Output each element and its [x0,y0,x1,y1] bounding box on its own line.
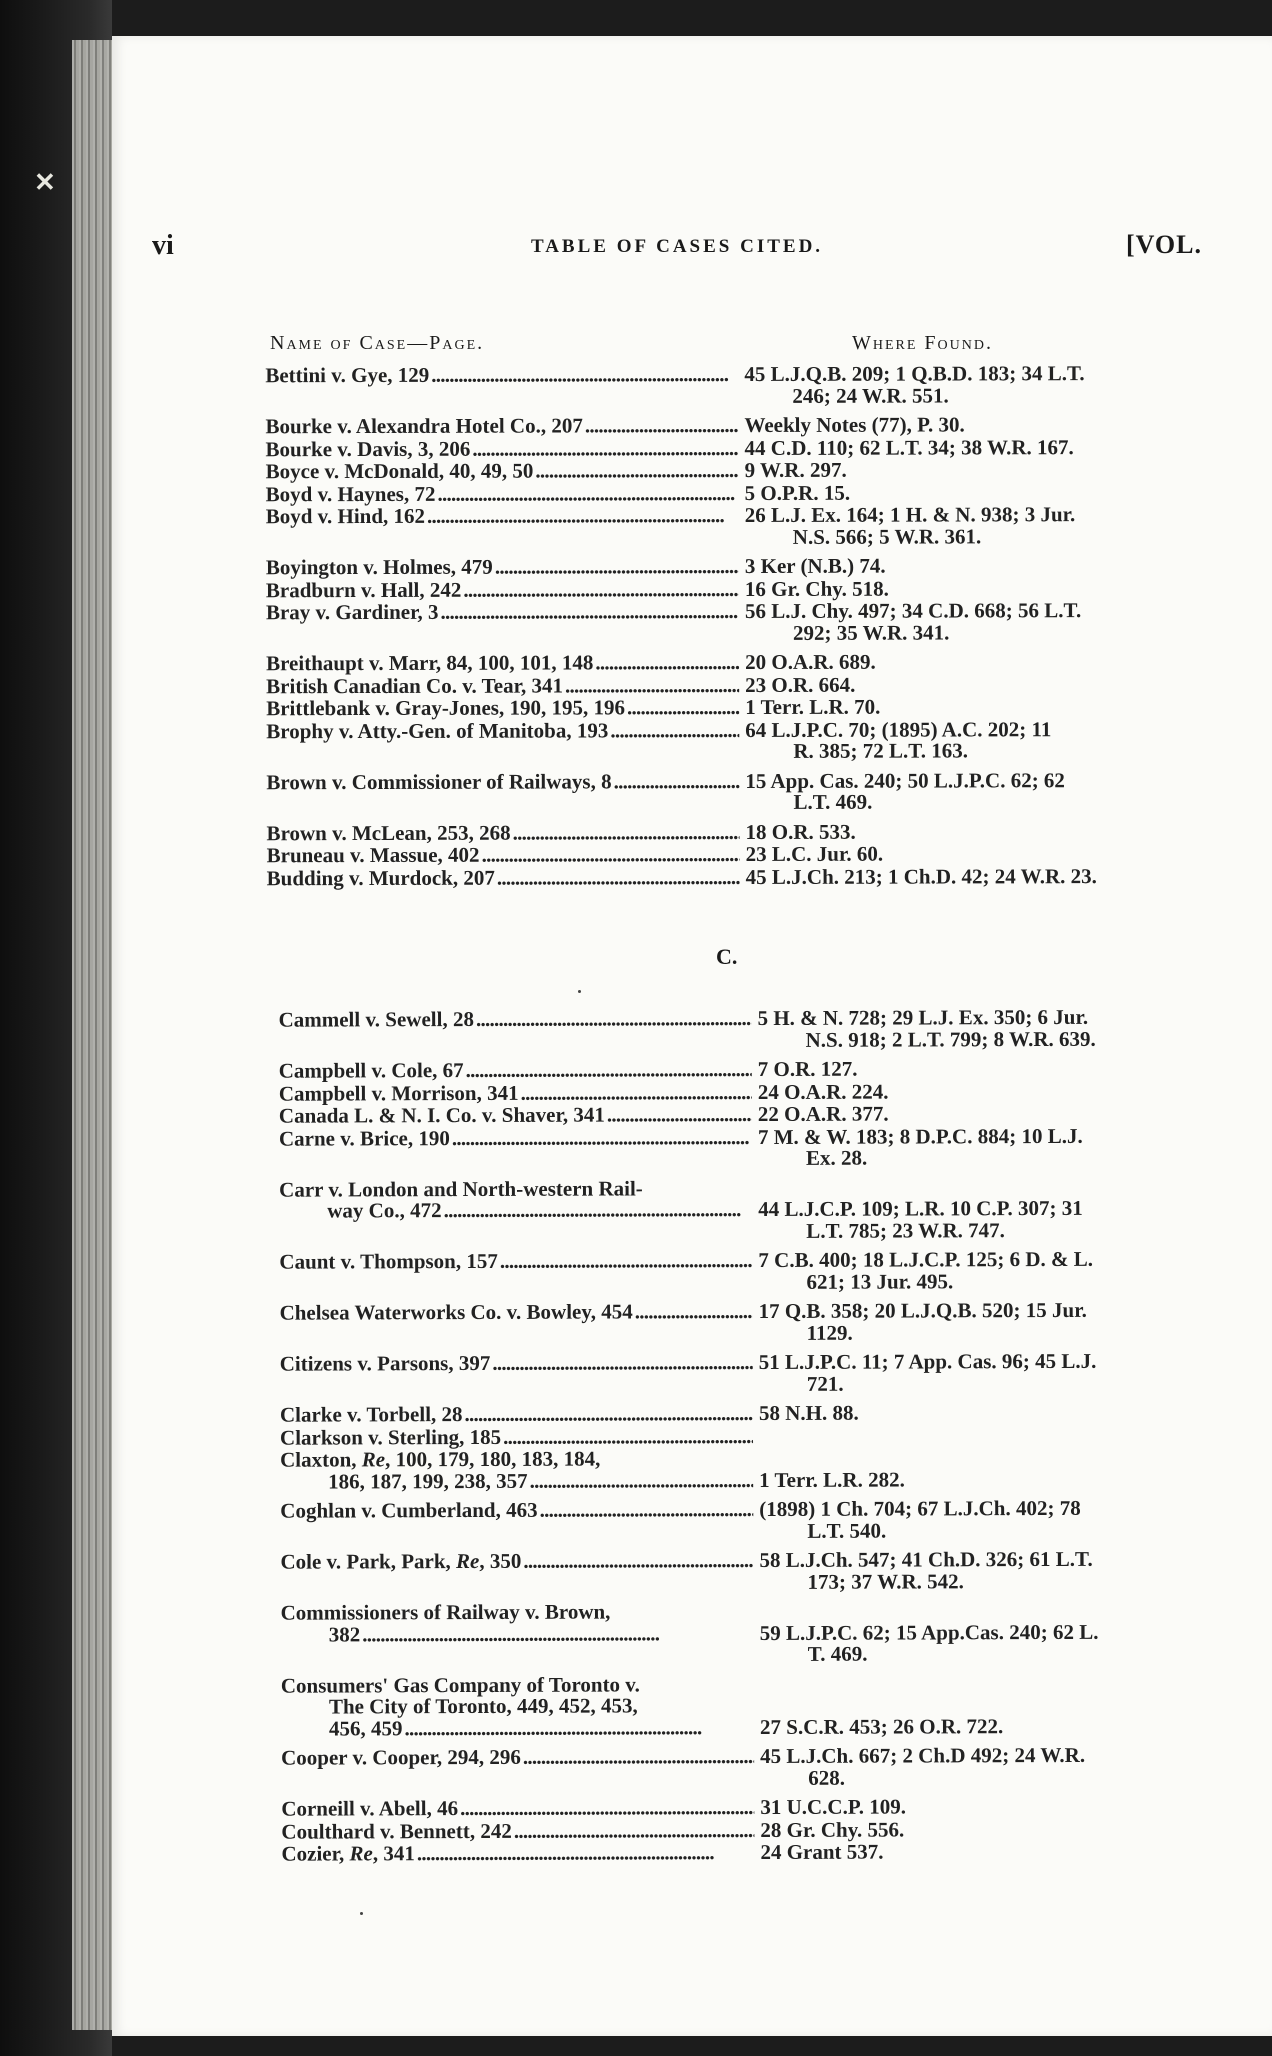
case-entry [266,769,1226,815]
case-entry [280,1424,1240,1449]
case-citation [754,1248,1239,1293]
citation-line: 24 O.A.R. 224. [757,1079,889,1104]
citation-line: 58 L.J.Ch. 547; 41 Ch.D. 326; 61 L.T. [759,1546,1093,1573]
section-letter: C. [716,944,738,969]
case-name: Boyd v. Haynes, 72 [265,481,436,506]
dot-leader [444,1199,753,1222]
citation-line: L.T. 540. [807,1518,887,1543]
case-name: Chelsea Waterworks Co. v. Bowley, 454 [279,1299,633,1325]
case-name: Brophy v. Atty.-Gen. of Manitoba, 193 [266,717,609,743]
dot-leader [440,601,739,623]
case-citation [741,718,1226,762]
citation-line: 628. [808,1765,845,1790]
case-name: Coghlan v. Cumberland, 463 [280,1497,538,1523]
citation-line: 31 U.C.C.P. 109. [760,1794,906,1820]
case-name: Carr v. London and North-western Rail- [279,1175,643,1202]
citation-line: 7 M. & W. 183; 8 D.P.C. 884; 10 L.J. [757,1123,1083,1149]
dot-leader [452,1127,752,1150]
dot-leader [585,415,739,437]
case-entry [281,1744,1241,1790]
dot-leader [472,438,738,460]
citation-line: 23 L.C. Jur. 60. [745,841,884,867]
citation-line: 9 W.R. 297. [744,457,847,483]
dot-leader [482,844,740,866]
case-entry [267,865,1227,889]
case-entry [267,820,1227,844]
column-headings [152,332,1212,362]
case-citation [756,1795,1241,1818]
cases-list-b [265,363,1226,891]
citation-line: 58 N.H. 88. [758,1400,859,1426]
case-entry [279,1102,1239,1127]
case-citation [756,1621,1241,1666]
case-name: British Canadian Co. v. Tear, 341 [266,672,563,698]
column-heading-where: Where Found. [852,332,993,354]
column-heading-name: Name of Case—Page. [270,332,485,354]
case-entry [266,696,1226,720]
case-name: Campbell v. Morrison, 341 [278,1080,519,1106]
dot-leader [427,505,739,527]
case-citation [741,673,1226,696]
dot-leader [404,1717,754,1740]
citation-line: 56 L.J. Chy. 497; 34 C.D. 668; 56 L.T. [744,598,1082,624]
citation-line: 246; 24 W.R. 551. [792,382,949,408]
case-name: Claxton, Re, 100, 179, 180, 183, 184, [280,1446,601,1472]
case-entry [266,504,1226,550]
case-citation [755,1548,1240,1593]
dot-leader [492,1352,752,1374]
citation-line: 173; 37 W.R. 542. [807,1568,964,1594]
case-entry [281,1840,1241,1865]
dot-leader [607,1104,752,1126]
citation-line: 51 L.J.P.C. 11; 7 App. Cas. 96; 45 L.J. [758,1348,1097,1375]
case-name: Breithaupt v. Marr, 84, 100, 101, 148 [266,650,594,676]
case-citation [741,555,1226,578]
case-entry [281,1818,1241,1843]
cases-list-c [279,1006,1242,1866]
case-name: Budding v. Murdock, 207 [266,865,495,890]
case-name: Coulthard v. Bennett, 242 [281,1818,512,1844]
citation-line: 18 O.R. 533. [745,819,856,844]
citation-line: 5 H. & N. 728; 29 L.J. Ex. 350; 6 Jur. [757,1004,1089,1031]
citation-line: 1 Terr. L.R. 282. [759,1466,905,1492]
case-entry [265,363,1225,409]
case-name: Boyd v. Hind, 162 [265,503,426,529]
case-name: 186, 187, 199, 238, 357 [328,1468,528,1494]
dot-leader [540,1499,754,1521]
case-citation [754,1102,1239,1125]
page-header [152,230,1202,270]
dot-leader [417,1842,755,1865]
case-name: Cooper v. Cooper, 294, 296 [281,1744,521,1770]
print-speck [578,990,581,993]
case-name: way Co., 472 [327,1198,442,1223]
case-name: Brittlebank v. Gray-Jones, 190, 195, 196 [266,695,626,721]
case-name: Corneill v. Abell, 46 [281,1796,459,1821]
citation-line: 16 Gr. Chy. 518. [744,576,889,601]
citation-line: 22 O.A.R. 377. [757,1101,889,1127]
case-entry [266,481,1226,505]
citation-line: 64 L.J.P.C. 70; (1895) A.C. 202; 11 [745,716,1052,742]
page-number: vi [152,230,174,261]
case-entry [281,1795,1241,1820]
case-citation [756,1744,1241,1789]
case-citation [755,1441,1240,1443]
citation-line: 27 S.C.R. 453; 26 O.R. 722. [759,1713,1004,1739]
case-entry [280,1350,1240,1396]
case-name: Boyce v. McDonald, 40, 49, 50 [265,458,534,484]
case-entry [280,1446,1240,1492]
citation-line: 721. [806,1371,844,1396]
dot-leader [495,556,739,578]
case-citation [741,577,1226,600]
dot-leader [523,1746,754,1768]
case-entry [279,1057,1239,1082]
dot-leader [521,1082,752,1104]
citation-line: N.S. 918; 2 L.T. 799; 8 W.R. 639. [805,1026,1096,1052]
citation-line: 7 C.B. 400; 18 L.J.C.P. 125; 6 D. & L. [758,1246,1094,1273]
dot-leader [431,364,738,386]
case-name: 382 [328,1621,361,1647]
citation-line: 292; 35 W.R. 341. [792,619,950,645]
case-citation [755,1350,1240,1395]
case-citation [755,1401,1240,1424]
case-entry [281,1599,1241,1667]
citation-line: 17 Q.B. 358; 20 L.J.Q.B. 520; 15 Jur. [758,1297,1087,1324]
case-citation [754,1057,1239,1080]
case-citation [755,1497,1240,1542]
citation-line: Ex. 28. [805,1145,868,1170]
case-citation [740,414,1225,437]
case-entry [266,600,1226,646]
citation-line: L.T. 469. [793,789,873,814]
citation-line: 44 C.D. 110; 62 L.T. 34; 38 W.R. 167. [744,434,1074,460]
case-entry [280,1299,1240,1345]
case-citation [756,1818,1241,1841]
citation-line: 5 O.P.R. 15. [744,480,851,505]
case-entry [281,1672,1241,1740]
case-citation [741,504,1226,548]
case-entry [266,673,1226,697]
dot-leader [595,652,739,674]
citation-line: (1898) 1 Ch. 704; 67 L.J.Ch. 402; 78 [759,1495,1081,1522]
case-citation [740,363,1225,407]
dot-leader [463,579,739,601]
case-entry [279,1176,1239,1244]
case-entry [266,459,1226,483]
case-name: Cozier, Re, 341 [281,1841,415,1866]
case-name: Clarke v. Torbell, 28 [279,1402,463,1427]
case-entry [280,1497,1240,1543]
case-name: Clarkson v. Sterling, 185 [279,1424,502,1450]
case-name: Bray v. Gardiner, 3 [265,599,439,625]
case-citation [754,1197,1239,1242]
citation-line: Weekly Notes (77), P. 30. [744,412,965,438]
citation-line: 1 Terr. L.R. 70. [745,694,881,720]
volume-mark: [VOL. [1126,230,1202,259]
case-name: Cammell v. Sewell, 28 [278,1006,474,1032]
case-entry [266,718,1226,764]
case-citation [741,600,1226,644]
case-name: Boyington v. Holmes, 479 [265,554,493,580]
dot-leader [513,822,740,844]
page-stack-edges [72,40,114,2030]
citation-line: 3 Ker (N.B.) 74. [744,553,886,579]
case-name: Canada L. & N. I. Co. v. Shaver, 341 [278,1102,605,1128]
dot-leader [635,1301,753,1323]
case-name: Carne v. Brice, 190 [278,1125,450,1151]
case-name: Brown v. Commissioner of Railways, 8 [266,768,612,794]
dot-leader [523,1550,753,1572]
citation-line: 45 L.J.Ch. 667; 2 Ch.D 492; 24 W.R. [760,1742,1086,1769]
citation-line: 59 L.J.P.C. 62; 15 App.Cas. 240; 62 L. [759,1619,1099,1645]
dot-leader [535,460,738,482]
case-citation [742,843,1227,866]
dot-leader [610,720,739,742]
citation-line: 28 Gr. Chy. 556. [760,1816,905,1842]
case-citation [741,436,1226,459]
citation-line: 24 Grant 537. [760,1839,884,1865]
case-entry [266,651,1226,675]
dot-leader [614,771,740,793]
print-speck [360,1912,363,1915]
citation-line: R. 385; 72 L.T. 163. [793,738,968,763]
case-citation [754,1006,1239,1051]
citation-line: 621; 13 Jur. 495. [806,1268,954,1294]
case-name: Bruneau v. Massue, 402 [266,842,480,868]
citation-line: 45 L.J.Ch. 213; 1 Ch.D. 42; 24 W.R. 23. [745,863,1097,889]
dot-leader [514,1820,755,1842]
case-citation [754,1080,1239,1103]
case-citation [742,820,1227,843]
dot-leader [362,1623,754,1646]
dot-leader [565,675,739,697]
dot-leader [460,1797,754,1820]
case-citation [741,651,1226,674]
citation-line: 1129. [806,1320,853,1345]
case-citation [741,769,1226,813]
dot-leader [500,1250,753,1272]
dot-leader [503,1426,753,1448]
case-name: The City of Toronto, 449, 452, 453, [328,1693,638,1719]
running-title: TABLE OF CASES CITED. [530,236,824,257]
case-name: Bourke v. Davis, 3, 206 [265,436,471,461]
dot-leader [476,1008,752,1030]
citation-line: 15 App. Cas. 240; 50 L.J.P.C. 62; 62 [745,767,1065,793]
case-citation [756,1840,1241,1863]
dot-leader [530,1470,754,1492]
case-name: 456, 459 [328,1715,403,1741]
case-name: Caunt v. Thompson, 157 [279,1248,498,1274]
citation-line: 45 L.J.Q.B. 209; 1 Q.B.D. 183; 34 L.T. [744,361,1085,387]
spine-mark-icon: ✕ [34,168,54,197]
case-citation [741,696,1226,719]
case-name: Bourke v. Alexandra Hotel Co., 207 [265,413,583,439]
case-entry [279,1080,1239,1105]
citation-line: T. 469. [807,1641,868,1666]
case-citation [742,865,1227,888]
case-citation [741,459,1226,482]
citation-line: 20 O.A.R. 689. [745,649,876,675]
citation-line: 44 L.J.C.P. 109; L.R. 10 C.P. 307; 31 [758,1195,1083,1222]
case-citation [755,1299,1240,1344]
case-name: Consumers' Gas Company of Toronto v. [280,1671,640,1698]
dot-leader [497,867,740,889]
case-name: Campbell v. Cole, 67 [278,1058,464,1083]
case-name: Brown v. McLean, 253, 268 [266,820,511,845]
case-entry [266,555,1226,579]
dot-leader [627,697,739,719]
citation-line: 7 O.R. 127. [757,1056,858,1082]
case-entry [280,1548,1240,1594]
case-entry [279,1006,1239,1052]
case-entry [266,436,1226,460]
case-entry [279,1248,1239,1294]
dot-leader [464,1403,752,1426]
citation-line: N.S. 566; 5 W.R. 361. [792,523,982,549]
case-name: Bradburn v. Hall, 242 [265,577,462,602]
citation-line: 23 O.R. 664. [745,672,856,697]
case-citation [754,1125,1239,1170]
case-name: Cole v. Park, Park, Re, 350 [280,1548,522,1574]
case-entry [265,414,1225,438]
case-name: Bettini v. Gye, 129 [265,362,430,388]
case-citation [741,481,1226,504]
case-citation [755,1468,1240,1491]
case-name: Commissioners of Railway v. Brown, [280,1599,611,1625]
case-citation [756,1715,1241,1738]
case-name: Citizens v. Parsons, 397 [279,1350,491,1376]
dot-leader [466,1059,752,1081]
case-entry [266,577,1226,601]
dot-leader [437,483,738,505]
citation-line: L.T. 785; 23 W.R. 747. [806,1217,1005,1243]
citation-line: 26 L.J. Ex. 164; 1 H. & N. 938; 3 Jur. [744,502,1076,528]
case-entry [279,1125,1239,1171]
case-entry [280,1401,1240,1426]
